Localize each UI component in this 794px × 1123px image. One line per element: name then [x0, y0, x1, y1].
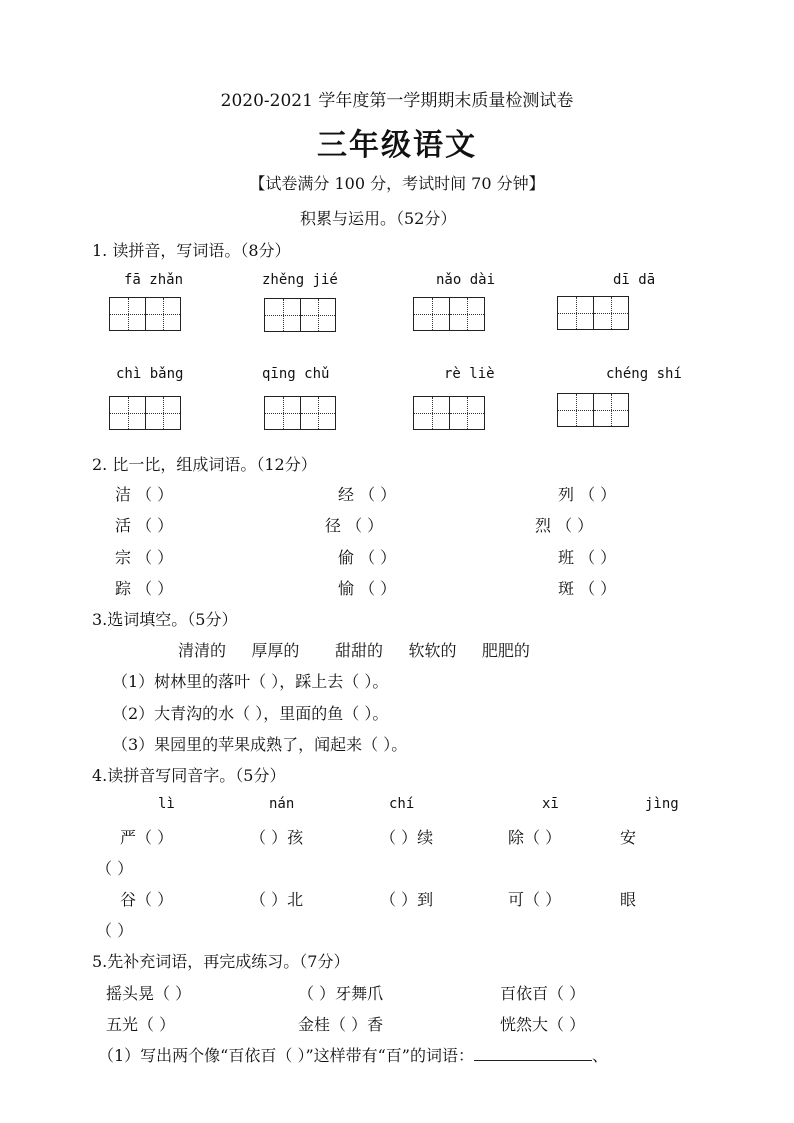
- q4-item[interactable]: （ ）北: [250, 890, 304, 909]
- q2-item[interactable]: 愉 （ ）: [338, 579, 397, 598]
- q2-item[interactable]: 烈 （ ）: [535, 516, 594, 535]
- q4-item[interactable]: 可（ ）: [508, 890, 562, 909]
- q3-line-1[interactable]: （1）树林里的落叶（ ），踩上去（ ）。: [112, 672, 389, 691]
- q1-pinyin-6: qīng chǔ: [262, 366, 330, 382]
- q5-sub1-text: （1）写出两个像“百依百（ ）”这样带有“百”的词语：: [98, 1046, 474, 1065]
- q1-title: 1. 读拼音，写词语。（8分）: [92, 241, 291, 260]
- grade-subject-title: 三年级语文: [317, 128, 477, 163]
- q4-item[interactable]: （ ）到: [380, 890, 434, 909]
- q4-pinyin-3: chí: [389, 796, 415, 812]
- q4-pinyin-2: nán: [269, 796, 295, 812]
- q2-item[interactable]: 列 （ ）: [558, 485, 617, 504]
- q1-pinyin-5: chì bǎng: [116, 366, 184, 382]
- q1-pinyin-3: nǎo dài: [436, 272, 496, 288]
- q5-sub1: [98, 1043, 608, 1066]
- q4-pinyin-1: lì: [158, 796, 175, 812]
- exam-title: 2020-2021 学年度第一学期期末质量检测试卷: [220, 91, 574, 111]
- q1-tian-grid-7[interactable]: [413, 396, 485, 430]
- q2-item[interactable]: 踪 （ ）: [115, 579, 174, 598]
- q5-item[interactable]: 百依百（ ）: [500, 984, 586, 1003]
- q2-item[interactable]: 径 （ ）: [325, 516, 384, 535]
- q1-tian-grid-6[interactable]: [264, 396, 336, 430]
- q5-item[interactable]: 恍然大（ ）: [500, 1015, 586, 1034]
- q3-word-bank: 清清的 厚厚的 甜甜的 软软的 肥肥的: [178, 641, 530, 660]
- q4-item[interactable]: 谷（ ）: [120, 890, 174, 909]
- q2-title: 2. 比一比，组成词语。（12分）: [92, 455, 317, 474]
- q4-title: 4.读拼音写同音字。（5分）: [92, 766, 286, 785]
- q5-sub1-separator: 、: [592, 1046, 609, 1065]
- q4-item[interactable]: 安: [620, 828, 637, 847]
- q5-item[interactable]: （ ）牙舞爪: [298, 984, 384, 1003]
- q1-pinyin-7: rè liè: [444, 366, 495, 382]
- q4-item[interactable]: （ ）孩: [250, 828, 304, 847]
- q3-title: 3.选词填空。（5分）: [92, 610, 238, 629]
- q1-pinyin-8: chéng shí: [606, 366, 682, 382]
- q5-item[interactable]: 摇头晃（ ）: [106, 984, 192, 1003]
- q5-title: 5.先补充词语，再完成练习。（7分）: [92, 952, 350, 971]
- q2-item[interactable]: 班 （ ）: [558, 548, 617, 567]
- q1-tian-grid-5[interactable]: [109, 396, 181, 430]
- q4-pinyin-5: jìng: [645, 796, 679, 812]
- q1-tian-grid-4[interactable]: [557, 296, 629, 330]
- q4-pinyin-4: xī: [542, 796, 559, 812]
- q1-tian-grid-8[interactable]: [557, 393, 629, 427]
- exam-info: 【试卷满分 100 分，考试时间 70 分钟】: [249, 174, 545, 193]
- q4-item-wrap[interactable]: （ ）: [96, 859, 134, 878]
- q2-item[interactable]: 经 （ ）: [338, 485, 397, 504]
- q3-line-2[interactable]: （2）大青沟的水（ ），里面的鱼（ ）。: [112, 704, 389, 723]
- q2-item[interactable]: 宗 （ ）: [115, 548, 174, 567]
- q4-item[interactable]: 除（ ）: [508, 828, 562, 847]
- q4-item-wrap[interactable]: （ ）: [96, 921, 134, 940]
- q3-line-3[interactable]: （3）果园里的苹果成熟了，闻起来（ ）。: [112, 735, 408, 754]
- q2-item[interactable]: 活 （ ）: [115, 516, 174, 535]
- q1-pinyin-1: fā zhǎn: [124, 272, 184, 288]
- q4-item[interactable]: 眼: [620, 890, 637, 909]
- q4-item[interactable]: 严（ ）: [120, 828, 174, 847]
- q2-item[interactable]: 斑 （ ）: [558, 579, 617, 598]
- q2-item[interactable]: 偷 （ ）: [338, 548, 397, 567]
- q1-tian-grid-3[interactable]: [413, 297, 485, 331]
- q5-sub1-answer-line[interactable]: [474, 1046, 592, 1061]
- q1-tian-grid-2[interactable]: [264, 298, 336, 332]
- q1-pinyin-4: dī dā: [613, 272, 656, 288]
- q1-pinyin-2: zhěng jié: [262, 272, 338, 288]
- q4-item[interactable]: （ ）续: [380, 828, 434, 847]
- q1-tian-grid-1[interactable]: [109, 297, 181, 331]
- q5-item[interactable]: 金桂（ ）香: [298, 1015, 384, 1034]
- q2-item[interactable]: 洁 （ ）: [115, 485, 174, 504]
- q5-item[interactable]: 五光（ ）: [106, 1015, 176, 1034]
- section-title: 积累与运用。（52分）: [300, 209, 457, 228]
